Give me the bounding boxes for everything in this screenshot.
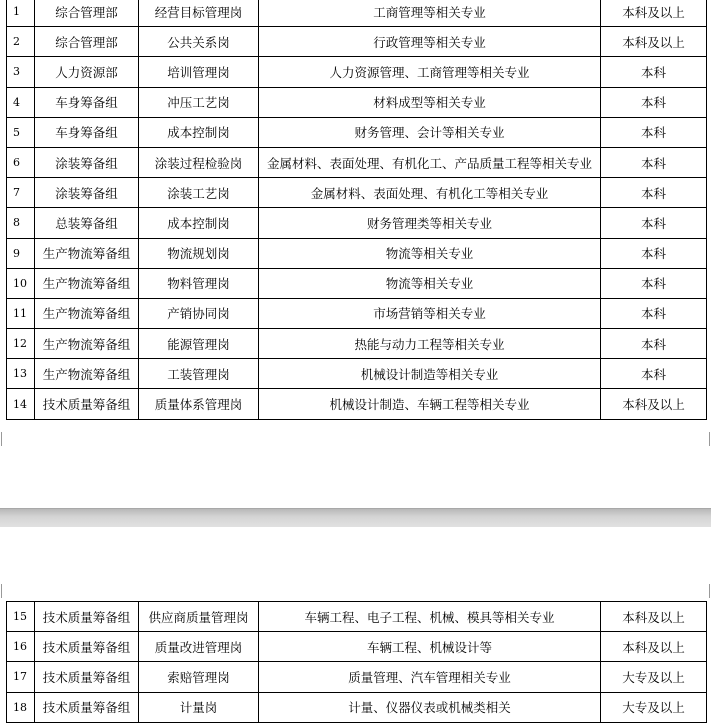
education-cell: 本科 — [601, 359, 707, 389]
major-cell: 车辆工程、机械设计等 — [259, 632, 601, 662]
table-row — [7, 298, 707, 328]
row-number: 11 — [7, 298, 35, 328]
education-cell: 本科 — [601, 147, 707, 177]
row-number: 2 — [7, 27, 35, 57]
table-row — [7, 602, 707, 632]
education-cell: 本科 — [601, 208, 707, 238]
department-cell: 涂装筹备组 — [35, 178, 139, 208]
table-row — [7, 0, 707, 27]
major-cell: 车辆工程、电子工程、机械、模具等相关专业 — [259, 602, 601, 632]
major-cell: 行政管理等相关专业 — [259, 27, 601, 57]
table-row — [7, 389, 707, 419]
department-cell: 人力资源部 — [35, 57, 139, 87]
education-cell: 本科及以上 — [601, 602, 707, 632]
row-number: 3 — [7, 57, 35, 87]
row-number: 10 — [7, 268, 35, 298]
major-cell: 质量管理、汽车管理相关专业 — [259, 662, 601, 692]
row-number: 6 — [7, 147, 35, 177]
education-cell: 本科及以上 — [601, 0, 707, 27]
table-row — [7, 147, 707, 177]
position-cell: 供应商质量管理岗 — [139, 602, 259, 632]
major-cell: 热能与动力工程等相关专业 — [259, 329, 601, 359]
major-cell: 金属材料、表面处理、有机化工等相关专业 — [259, 178, 601, 208]
department-cell: 涂装筹备组 — [35, 147, 139, 177]
department-cell: 技术质量筹备组 — [35, 389, 139, 419]
major-cell: 物流等相关专业 — [259, 238, 601, 268]
position-cell: 公共关系岗 — [139, 27, 259, 57]
education-cell: 本科 — [601, 329, 707, 359]
position-cell: 冲压工艺岗 — [139, 87, 259, 117]
table-row — [7, 117, 707, 147]
table-row — [7, 178, 707, 208]
department-cell: 生产物流筹备组 — [35, 329, 139, 359]
table-row — [7, 268, 707, 298]
row-number: 17 — [7, 662, 35, 692]
row-number: 9 — [7, 238, 35, 268]
positions-table-page-1 — [6, 0, 707, 420]
row-number: 7 — [7, 178, 35, 208]
position-cell: 索赔管理岗 — [139, 662, 259, 692]
row-number: 13 — [7, 359, 35, 389]
position-cell: 成本控制岗 — [139, 208, 259, 238]
page-separator — [0, 508, 711, 529]
page-corner-mark — [703, 584, 710, 598]
major-cell: 工商管理等相关专业 — [259, 0, 601, 27]
education-cell: 本科 — [601, 298, 707, 328]
major-cell: 金属材料、表面处理、有机化工、产品质量工程等相关专业 — [259, 147, 601, 177]
position-cell: 培训管理岗 — [139, 57, 259, 87]
position-cell: 质量改进管理岗 — [139, 632, 259, 662]
table-row — [7, 238, 707, 268]
position-cell: 产销协同岗 — [139, 298, 259, 328]
education-cell: 本科 — [601, 57, 707, 87]
education-cell: 本科及以上 — [601, 27, 707, 57]
department-cell: 综合管理部 — [35, 0, 139, 27]
table-row — [7, 329, 707, 359]
department-cell: 生产物流筹备组 — [35, 298, 139, 328]
education-cell: 本科 — [601, 87, 707, 117]
table-row — [7, 662, 707, 692]
position-cell: 物流规划岗 — [139, 238, 259, 268]
major-cell: 机械设计制造、车辆工程等相关专业 — [259, 389, 601, 419]
row-number: 8 — [7, 208, 35, 238]
education-cell: 本科 — [601, 268, 707, 298]
department-cell: 车身筹备组 — [35, 87, 139, 117]
table-row — [7, 87, 707, 117]
row-number: 18 — [7, 692, 35, 722]
table-row — [7, 632, 707, 662]
department-cell: 车身筹备组 — [35, 117, 139, 147]
major-cell: 计量、仪器仪表或机械类相关 — [259, 692, 601, 722]
table-row — [7, 27, 707, 57]
major-cell: 材料成型等相关专业 — [259, 87, 601, 117]
row-number: 5 — [7, 117, 35, 147]
department-cell: 技术质量筹备组 — [35, 662, 139, 692]
position-cell: 涂装工艺岗 — [139, 178, 259, 208]
major-cell: 人力资源管理、工商管理等相关专业 — [259, 57, 601, 87]
position-cell: 工装管理岗 — [139, 359, 259, 389]
department-cell: 技术质量筹备组 — [35, 692, 139, 722]
row-number: 1 — [7, 0, 35, 27]
table-row — [7, 692, 707, 722]
position-cell: 成本控制岗 — [139, 117, 259, 147]
education-cell: 本科 — [601, 117, 707, 147]
position-cell: 经营目标管理岗 — [139, 0, 259, 27]
table-row — [7, 57, 707, 87]
page-corner-mark — [703, 432, 710, 446]
department-cell: 技术质量筹备组 — [35, 602, 139, 632]
positions-table-page-2 — [6, 601, 707, 723]
department-cell: 生产物流筹备组 — [35, 238, 139, 268]
position-cell: 能源管理岗 — [139, 329, 259, 359]
row-number: 4 — [7, 87, 35, 117]
major-cell: 市场营销等相关专业 — [259, 298, 601, 328]
education-cell: 本科 — [601, 238, 707, 268]
major-cell: 财务管理、会计等相关专业 — [259, 117, 601, 147]
position-cell: 计量岗 — [139, 692, 259, 722]
row-number: 15 — [7, 602, 35, 632]
department-cell: 总装筹备组 — [35, 208, 139, 238]
page-corner-mark — [1, 432, 8, 446]
department-cell: 生产物流筹备组 — [35, 359, 139, 389]
major-cell: 物流等相关专业 — [259, 268, 601, 298]
row-number: 14 — [7, 389, 35, 419]
row-number: 12 — [7, 329, 35, 359]
major-cell: 机械设计制造等相关专业 — [259, 359, 601, 389]
row-number: 16 — [7, 632, 35, 662]
table-row — [7, 359, 707, 389]
position-cell: 物料管理岗 — [139, 268, 259, 298]
page-corner-mark — [1, 584, 8, 598]
education-cell: 大专及以上 — [601, 662, 707, 692]
department-cell: 综合管理部 — [35, 27, 139, 57]
education-cell: 本科 — [601, 178, 707, 208]
position-cell: 质量体系管理岗 — [139, 389, 259, 419]
major-cell: 财务管理类等相关专业 — [259, 208, 601, 238]
education-cell: 大专及以上 — [601, 692, 707, 722]
position-cell: 涂装过程检验岗 — [139, 147, 259, 177]
department-cell: 技术质量筹备组 — [35, 632, 139, 662]
education-cell: 本科及以上 — [601, 632, 707, 662]
education-cell: 本科及以上 — [601, 389, 707, 419]
department-cell: 生产物流筹备组 — [35, 268, 139, 298]
table-row — [7, 208, 707, 238]
